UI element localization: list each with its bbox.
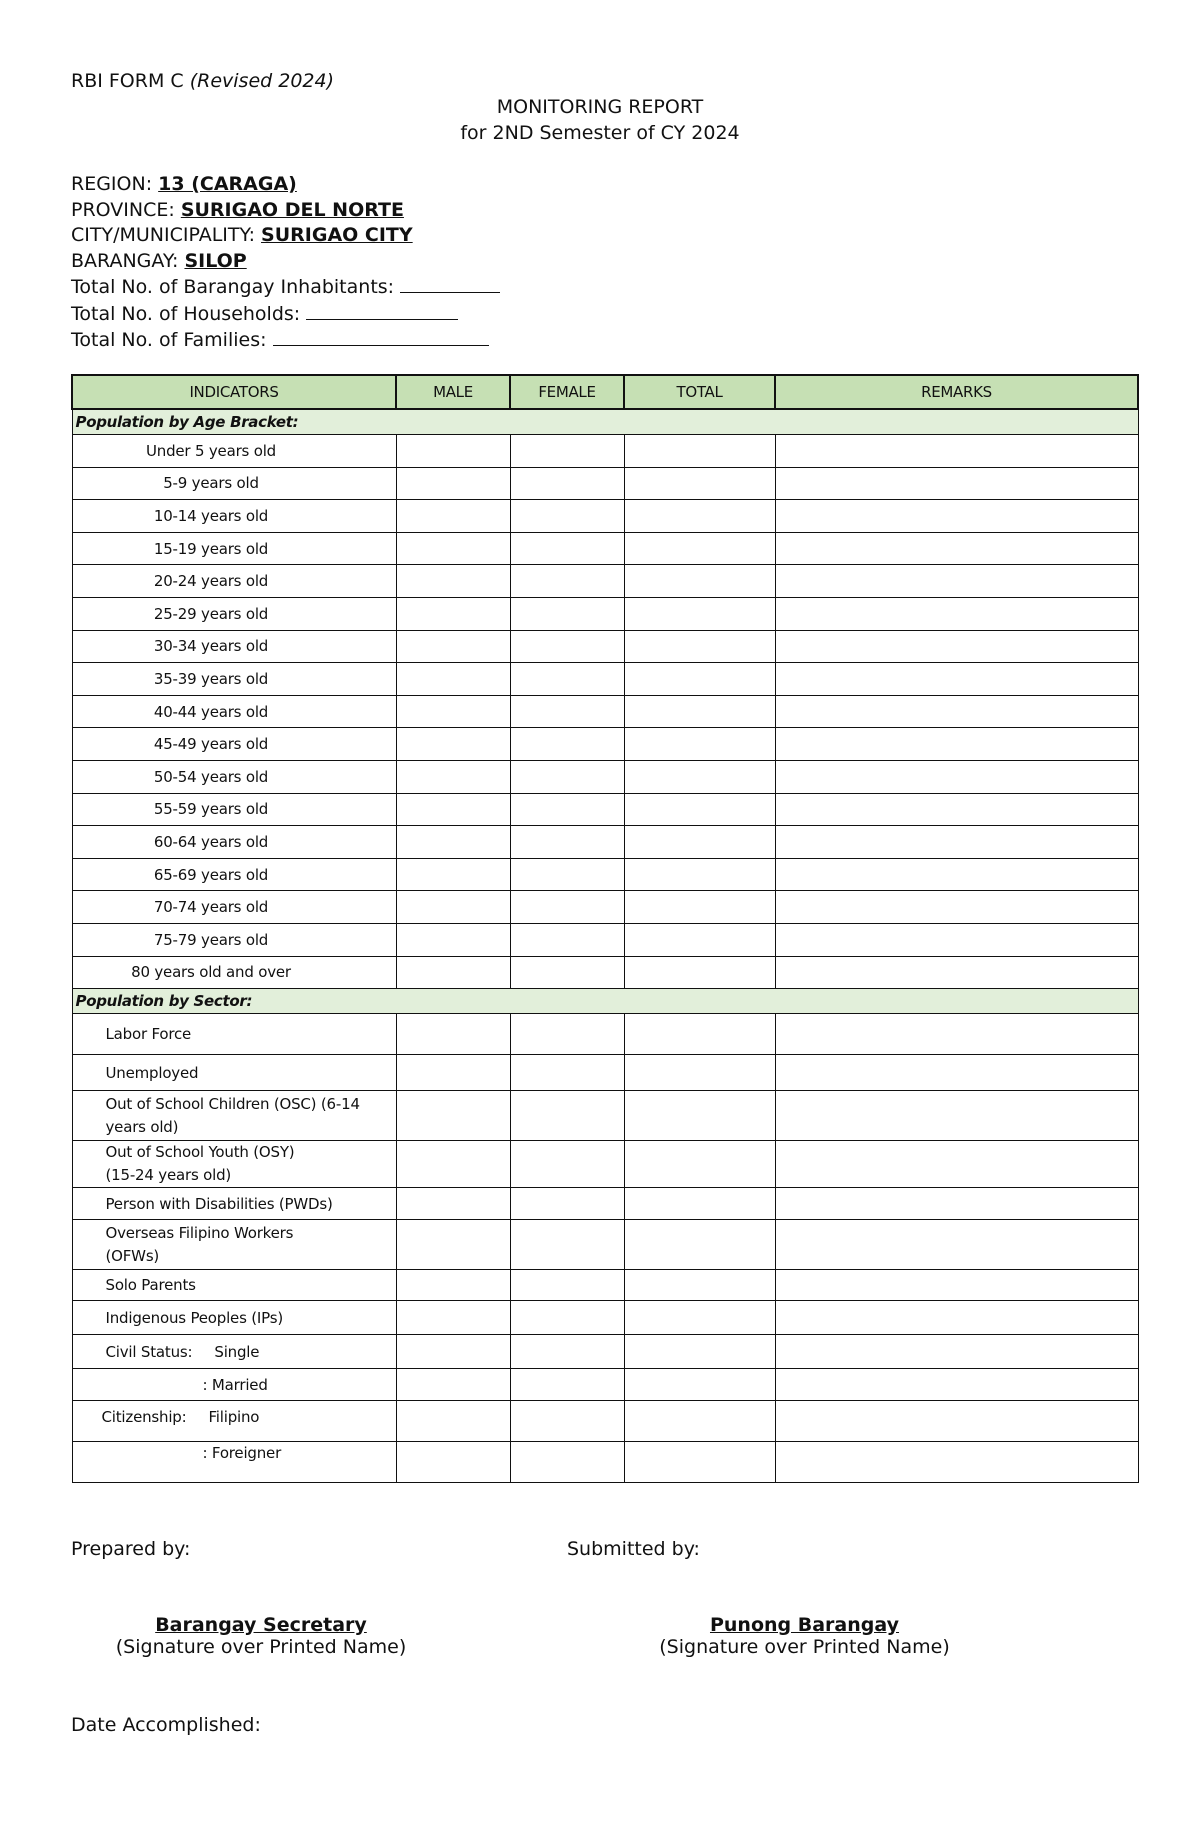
prepared-signature — [71, 1614, 451, 1658]
sector-civil-single — [72, 1335, 396, 1369]
male-cell[interactable] — [396, 1301, 510, 1335]
remarks-cell[interactable] — [775, 597, 1138, 630]
remarks-cell[interactable] — [775, 1055, 1138, 1091]
table-row — [72, 695, 1138, 728]
remarks-cell[interactable] — [775, 728, 1138, 761]
households-label: Total No. of Households: — [71, 302, 307, 325]
total-cell[interactable] — [624, 923, 775, 956]
total-cell[interactable] — [624, 435, 775, 468]
total-cell[interactable] — [624, 1141, 775, 1188]
remarks-cell[interactable] — [775, 1270, 1138, 1301]
total-cell[interactable] — [624, 663, 775, 696]
table-row — [72, 858, 1138, 891]
table-row — [72, 1091, 1138, 1141]
section-row-sector — [72, 989, 1138, 1014]
osy-line1: Out of School Youth (OSY) — [105, 1143, 295, 1162]
table-row — [72, 1014, 1138, 1055]
female-cell[interactable] — [510, 1270, 624, 1301]
male-cell[interactable] — [396, 1055, 510, 1091]
female-cell[interactable] — [510, 467, 624, 500]
age-label: 35-39 years old — [72, 663, 396, 696]
sector-labor-force: Labor Force — [72, 1014, 396, 1055]
age-label: 70-74 years old — [72, 891, 396, 924]
table-row — [72, 1188, 1138, 1220]
total-cell[interactable] — [624, 1188, 775, 1220]
remarks-cell[interactable] — [775, 1301, 1138, 1335]
sector-civil-married: : Married — [72, 1369, 396, 1401]
region-label: REGION: — [71, 173, 159, 195]
male-cell[interactable] — [396, 500, 510, 533]
male-cell[interactable] — [396, 728, 510, 761]
female-cell[interactable] — [510, 1401, 624, 1442]
province-line — [71, 198, 500, 224]
section-row-age — [72, 409, 1138, 435]
remarks-cell[interactable] — [775, 923, 1138, 956]
barangay-value: SILOP — [184, 249, 247, 272]
sector-solo-parents: Solo Parents — [72, 1270, 396, 1301]
remarks-cell[interactable] — [775, 1091, 1138, 1141]
sector-ips: Indigenous Peoples (IPs) — [72, 1301, 396, 1335]
male-cell[interactable] — [396, 565, 510, 598]
total-cell[interactable] — [624, 1091, 775, 1141]
female-cell[interactable] — [510, 1301, 624, 1335]
monitoring-table — [71, 374, 1139, 1483]
age-label: 45-49 years old — [72, 728, 396, 761]
form-code-text: RBI FORM C — [71, 70, 184, 92]
section-sector-label: Population by Sector: — [72, 989, 1138, 1014]
osc-line1: Out of School Children (OSC) (6-14 — [105, 1094, 360, 1113]
osy-line2: (15-24 years old) — [105, 1166, 232, 1185]
table-row — [72, 1335, 1138, 1369]
table-row — [72, 630, 1138, 663]
female-cell[interactable] — [510, 663, 624, 696]
male-cell[interactable] — [396, 695, 510, 728]
table-row — [72, 1442, 1138, 1483]
total-cell[interactable] — [624, 630, 775, 663]
table-row — [72, 500, 1138, 533]
table-row — [72, 565, 1138, 598]
ofw-line2: (OFWs) — [105, 1246, 160, 1265]
male-cell[interactable] — [396, 1369, 510, 1401]
total-cell[interactable] — [624, 793, 775, 826]
submitted-name: Punong Barangay — [709, 1614, 900, 1636]
female-cell[interactable] — [510, 1442, 624, 1483]
male-cell[interactable] — [396, 1442, 510, 1483]
male-cell[interactable] — [396, 923, 510, 956]
total-cell[interactable] — [624, 858, 775, 891]
date-accomplished-label: Date Accomplished: — [71, 1714, 261, 1736]
table-row — [72, 467, 1138, 500]
citizenship-label: Citizenship: — [101, 1408, 187, 1427]
remarks-cell[interactable] — [775, 858, 1138, 891]
total-cell[interactable] — [624, 1220, 775, 1270]
remarks-cell[interactable] — [775, 1442, 1138, 1483]
female-cell[interactable] — [510, 891, 624, 924]
total-cell[interactable] — [624, 1401, 775, 1442]
female-cell[interactable] — [510, 435, 624, 468]
remarks-cell[interactable] — [775, 826, 1138, 859]
table-row — [72, 923, 1138, 956]
barangay-label: BARANGAY: — [71, 249, 185, 272]
total-cell[interactable] — [624, 532, 775, 565]
header-female: FEMALE — [510, 375, 624, 409]
age-label: 40-44 years old — [72, 695, 396, 728]
female-cell[interactable] — [510, 1055, 624, 1091]
female-cell[interactable] — [510, 793, 624, 826]
total-cell[interactable] — [624, 565, 775, 598]
male-cell[interactable] — [396, 1014, 510, 1055]
total-cell[interactable] — [624, 1301, 775, 1335]
female-cell[interactable] — [510, 532, 624, 565]
report-subtitle: for 2ND Semester of CY 2024 — [460, 122, 740, 144]
age-label: 25-29 years old — [72, 597, 396, 630]
remarks-cell[interactable] — [775, 500, 1138, 533]
location-info — [71, 172, 500, 354]
male-cell[interactable] — [396, 597, 510, 630]
table-row — [72, 793, 1138, 826]
osc-line2: years old) — [105, 1117, 179, 1136]
remarks-cell[interactable] — [775, 760, 1138, 793]
age-label: 75-79 years old — [72, 923, 396, 956]
female-cell[interactable] — [510, 923, 624, 956]
families-label: Total No. of Families: — [71, 329, 273, 351]
male-cell[interactable] — [396, 663, 510, 696]
female-cell[interactable] — [510, 597, 624, 630]
table-row — [72, 1369, 1138, 1401]
remarks-cell[interactable] — [775, 663, 1138, 696]
total-cell[interactable] — [624, 956, 775, 989]
age-label: 60-64 years old — [72, 826, 396, 859]
remarks-cell[interactable] — [775, 630, 1138, 663]
remarks-cell[interactable] — [775, 695, 1138, 728]
age-label: 55-59 years old — [72, 793, 396, 826]
table-row — [72, 597, 1138, 630]
female-cell[interactable] — [510, 1091, 624, 1141]
table-row — [72, 826, 1138, 859]
total-cell[interactable] — [624, 500, 775, 533]
table-row — [72, 891, 1138, 924]
submitted-caption: (Signature over Printed Name) — [659, 1636, 950, 1658]
male-cell[interactable] — [396, 858, 510, 891]
female-cell[interactable] — [510, 1335, 624, 1369]
male-cell[interactable] — [396, 1335, 510, 1369]
male-cell[interactable] — [396, 1091, 510, 1141]
female-cell[interactable] — [510, 956, 624, 989]
female-cell[interactable] — [510, 1014, 624, 1055]
remarks-cell[interactable] — [775, 793, 1138, 826]
table-row — [72, 1401, 1138, 1442]
total-cell[interactable] — [624, 1055, 775, 1091]
remarks-cell[interactable] — [775, 1014, 1138, 1055]
header-male: MALE — [396, 375, 510, 409]
region-value: 13 (CARAGA) — [158, 173, 297, 195]
total-cell[interactable] — [624, 728, 775, 761]
age-label: 10-14 years old — [72, 500, 396, 533]
city-line — [71, 223, 500, 249]
households-line — [71, 301, 500, 328]
female-cell[interactable] — [510, 826, 624, 859]
male-cell[interactable] — [396, 435, 510, 468]
report-title: MONITORING REPORT — [496, 96, 704, 118]
remarks-cell[interactable] — [775, 467, 1138, 500]
form-code — [71, 70, 334, 92]
male-cell[interactable] — [396, 1141, 510, 1188]
female-cell[interactable] — [510, 760, 624, 793]
remarks-cell[interactable] — [775, 1335, 1138, 1369]
remarks-cell[interactable] — [775, 1141, 1138, 1188]
age-label: Under 5 years old — [72, 435, 396, 468]
civil-status-label: Civil Status: — [105, 1342, 193, 1361]
total-cell[interactable] — [624, 1270, 775, 1301]
age-label: 80 years old and over — [72, 956, 396, 989]
remarks-cell[interactable] — [775, 1401, 1138, 1442]
male-cell[interactable] — [396, 793, 510, 826]
citizen-filipino-label: Filipino — [208, 1408, 260, 1427]
province-label: PROVINCE: — [71, 198, 181, 221]
male-cell[interactable] — [396, 1188, 510, 1220]
families-line — [71, 327, 500, 354]
male-cell[interactable] — [396, 760, 510, 793]
table-row — [72, 728, 1138, 761]
male-cell[interactable] — [396, 532, 510, 565]
male-cell[interactable] — [396, 1401, 510, 1442]
remarks-cell[interactable] — [775, 435, 1138, 468]
form-revision: (Revised 2024) — [189, 70, 334, 92]
total-cell[interactable] — [624, 1014, 775, 1055]
sector-unemployed: Unemployed — [72, 1055, 396, 1091]
sector-citizen-filipino — [72, 1401, 396, 1442]
table-row — [72, 1141, 1138, 1188]
total-cell[interactable] — [624, 1369, 775, 1401]
female-cell[interactable] — [510, 1220, 624, 1270]
sector-ofw — [72, 1220, 396, 1270]
female-cell[interactable] — [510, 695, 624, 728]
table-row — [72, 663, 1138, 696]
age-label: 50-54 years old — [72, 760, 396, 793]
age-label: 30-34 years old — [72, 630, 396, 663]
sector-osc — [72, 1091, 396, 1141]
table-row — [72, 956, 1138, 989]
header-total: TOTAL — [624, 375, 775, 409]
age-label: 15-19 years old — [72, 532, 396, 565]
table-row — [72, 1220, 1138, 1270]
female-cell[interactable] — [510, 1369, 624, 1401]
ofw-line1: Overseas Filipino Workers — [105, 1223, 294, 1242]
families-blank[interactable] — [273, 327, 489, 346]
female-cell[interactable] — [510, 565, 624, 598]
submitted-signature — [612, 1614, 997, 1658]
sector-osy — [72, 1141, 396, 1188]
remarks-cell[interactable] — [775, 956, 1138, 989]
total-cell[interactable] — [624, 597, 775, 630]
remarks-cell[interactable] — [775, 565, 1138, 598]
age-label: 65-69 years old — [72, 858, 396, 891]
female-cell[interactable] — [510, 858, 624, 891]
province-value: SURIGAO DEL NORTE — [180, 198, 404, 221]
prepared-caption: (Signature over Printed Name) — [115, 1636, 407, 1658]
remarks-cell[interactable] — [775, 1188, 1138, 1220]
total-cell[interactable] — [624, 760, 775, 793]
female-cell[interactable] — [510, 500, 624, 533]
total-cell[interactable] — [624, 1442, 775, 1483]
inhabitants-line — [71, 274, 500, 301]
female-cell[interactable] — [510, 630, 624, 663]
sector-pwd: Person with Disabilities (PWDs) — [72, 1188, 396, 1220]
remarks-cell[interactable] — [775, 1369, 1138, 1401]
city-value: SURIGAO CITY — [261, 224, 413, 246]
female-cell[interactable] — [510, 728, 624, 761]
prepared-name: Barangay Secretary — [155, 1614, 367, 1636]
female-cell[interactable] — [510, 1141, 624, 1188]
total-cell[interactable] — [624, 1335, 775, 1369]
total-cell[interactable] — [624, 695, 775, 728]
female-cell[interactable] — [510, 1188, 624, 1220]
table-row — [72, 1301, 1138, 1335]
remarks-cell[interactable] — [775, 532, 1138, 565]
header-remarks: REMARKS — [775, 375, 1138, 409]
sector-citizen-foreigner: : Foreigner — [72, 1442, 396, 1483]
city-label: CITY/MUNICIPALITY: — [71, 224, 262, 246]
barangay-line — [71, 249, 500, 275]
male-cell[interactable] — [396, 826, 510, 859]
total-cell[interactable] — [624, 826, 775, 859]
header-indicators: INDICATORS — [72, 375, 396, 409]
region-line — [71, 172, 500, 198]
male-cell[interactable] — [396, 891, 510, 924]
inhabitants-label: Total No. of Barangay Inhabitants: — [71, 276, 401, 298]
table-row — [72, 435, 1138, 468]
table-row — [72, 1055, 1138, 1091]
prepared-by-label: Prepared by: — [71, 1538, 191, 1560]
table-row — [72, 1270, 1138, 1301]
male-cell[interactable] — [396, 1270, 510, 1301]
total-cell[interactable] — [624, 891, 775, 924]
male-cell[interactable] — [396, 956, 510, 989]
age-label: 20-24 years old — [72, 565, 396, 598]
households-blank[interactable] — [306, 301, 458, 320]
total-cell[interactable] — [624, 467, 775, 500]
table-row — [72, 532, 1138, 565]
remarks-cell[interactable] — [775, 891, 1138, 924]
table-row — [72, 760, 1138, 793]
remarks-cell[interactable] — [775, 1220, 1138, 1270]
male-cell[interactable] — [396, 467, 510, 500]
age-label: 5-9 years old — [72, 467, 396, 500]
section-age-label: Population by Age Bracket: — [72, 409, 1138, 435]
male-cell[interactable] — [396, 1220, 510, 1270]
table-header-row — [72, 375, 1138, 409]
male-cell[interactable] — [396, 630, 510, 663]
civil-single-label: Single — [214, 1342, 260, 1361]
submitted-by-label: Submitted by: — [567, 1538, 700, 1560]
inhabitants-blank[interactable] — [400, 274, 500, 293]
